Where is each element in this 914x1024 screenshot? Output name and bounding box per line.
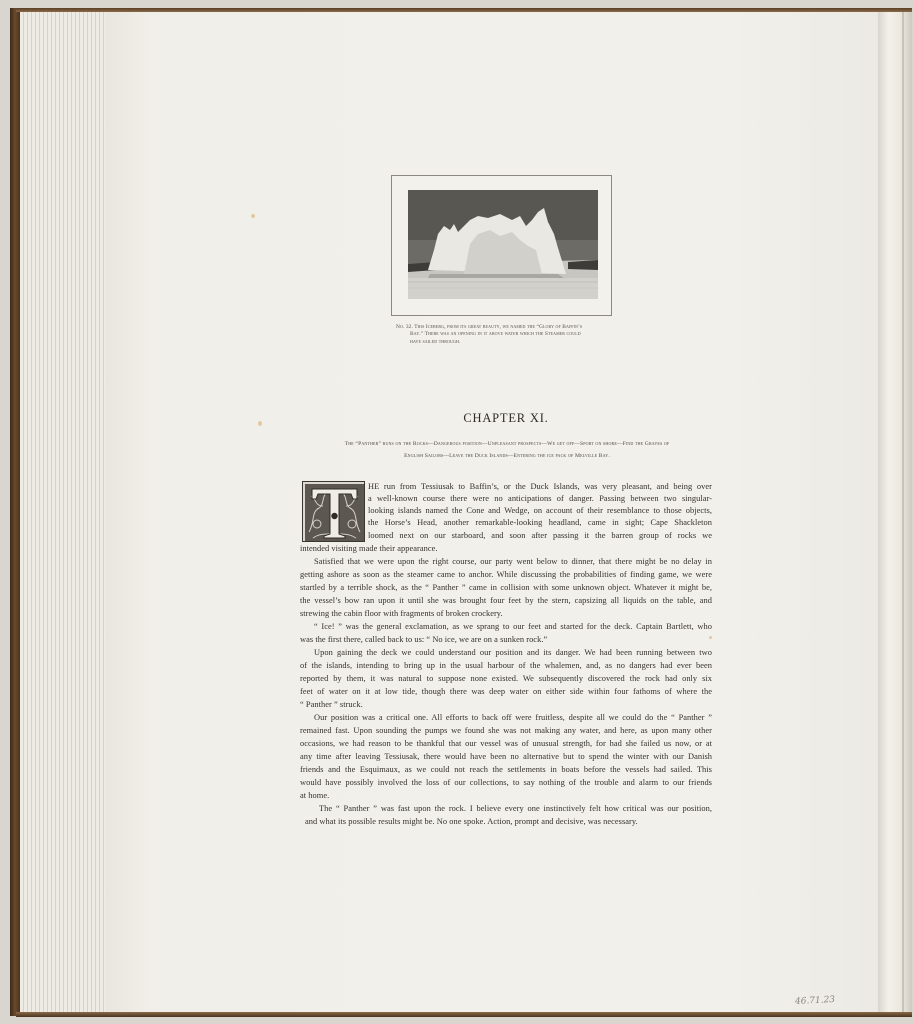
body-text-line: a well-known course there were no anticipations of danger. Passing between two singular- [368,494,712,503]
iceberg-image [408,190,598,299]
book-edge-bottom [16,1012,912,1017]
foxing-spot [251,214,255,218]
body-text-line: Satisfied that we were upon the right course, our party went below to dinner, that there might be no delay in [314,557,712,566]
body-text-line: the vessel’s bow ran upon it until she was brought four feet by the stern, capsizing all liquids on the table, and [300,596,712,605]
chapter-summary [298,438,716,462]
iceberg-photograph [408,190,598,299]
body-text-line: intended visiting made their appearance. [300,544,438,553]
body-text-line: loomed next on our starboard, and soon after passing it the barren group of rocks we [368,531,712,540]
body-text-line: “ Ice! ” was the general exclamation, as we sprang to our feet and started for the deck. Captain Bartlett, who [314,622,712,631]
body-text-line: any time after leaving Tessiusak, there would have been no alternative but to spend the winter with our Danish [300,752,712,761]
caption-line: Bay.” There was an opening in it above water which the Steamer could [410,331,581,338]
body-text-line: getting ashore as soon as the steamer came to anchor. While discussing the probabilities of finding game, we were [300,570,712,579]
caption-line: have sailed through. [410,338,461,345]
body-text-line: The “ Panther ” was fast upon the rock. I believe every one instinctively felt how critical was our position, [319,804,712,813]
body-text-line: HE run from Tessiusak to Baffin’s, or the Duck Islands, was very pleasant, and being over [368,482,712,491]
book-edge-top [16,8,912,12]
body-text-line: Upon gaining the deck we could understand our position and its danger. We had been running between two [314,648,712,657]
drop-cap-letter: T [334,502,335,503]
decorative-drop-cap [302,481,365,542]
iceberg-photograph-mount [391,175,612,316]
body-text-line: startled by a terrible shock, as the “ Panther ” came in collision with some unknown object. Whatever it might be, [300,583,712,592]
body-text-line: of the islands, intending to bring up in the usual harbour of the whalemen, and, as no dangers had ever been [300,661,712,670]
foxing-spot [258,421,262,426]
page-edge-right [878,12,912,1012]
caption-line: No. 32. This Iceberg, from its great beauty, we named the “Glory of Baffin’s [396,324,583,330]
body-text-line: reported by them, it was natural to suppose none existed. We subsequently discovered the rock had only six [300,674,712,683]
body-text-line: would have possibly involved the loss of our collections, to say nothing of the trouble and alarm to our friends [300,778,712,787]
body-text-line: feet of water on it at low tide, though there was deep water on either side within four fathoms of where the [300,687,712,696]
body-text-line: “ Panther ” struck. [300,700,363,709]
photo-caption [396,324,616,346]
body-text-line: was the first there, called back to us: “ No ice, we are on a sunken rock.” [300,635,548,644]
summary-line: English Sailors—Leave the Duck Islands—Entering the ice pack of Melville Bay. [404,453,610,459]
body-text-line: strewing the cabin floor with fragments of broken crockery. [300,609,503,618]
chapter-title: CHAPTER XI. [463,411,549,425]
body-text-line: Our position was a critical one. All efforts to back off were fruitless, despite all we could do the “ Panther ” [314,713,712,722]
body-text-line: and what its possible results might be. No one spoke. Action, prompt and decisive, was necessary. [305,817,638,826]
foxing-spot [709,636,712,639]
book-binding [10,8,20,1016]
body-text-line: at home. [300,791,330,800]
body-text-line: occasions, we had reason to be thankful that our vessel was of unusual strength, for had she failed us now, or at [300,739,712,748]
body-text-line: looking islands named the Cone and Wedge, on account of their resemblance to those objects, [368,506,712,515]
accession-number: 46.71.23 [794,994,836,1008]
body-text-line: remained fast. Upon sounding the pumps we found she was not making any water, and here, as upon many other [300,726,712,735]
drop-cap-ornament [303,482,366,543]
page-stack-left [20,12,108,1012]
body-text-line: the Horse’s Head, another remarkable-looking headland, came in sight; Cape Shackleton [368,518,712,527]
summary-line: The “Panther” runs on the Rocks—Dangerous position—Unpleasant prospects—We get off—Sport on shore—Find the Graves of [344,441,670,447]
body-text-line: friends and the Esquimaux, as we could not reach the settlements in boats before the vessels had sailed. This [300,765,712,774]
